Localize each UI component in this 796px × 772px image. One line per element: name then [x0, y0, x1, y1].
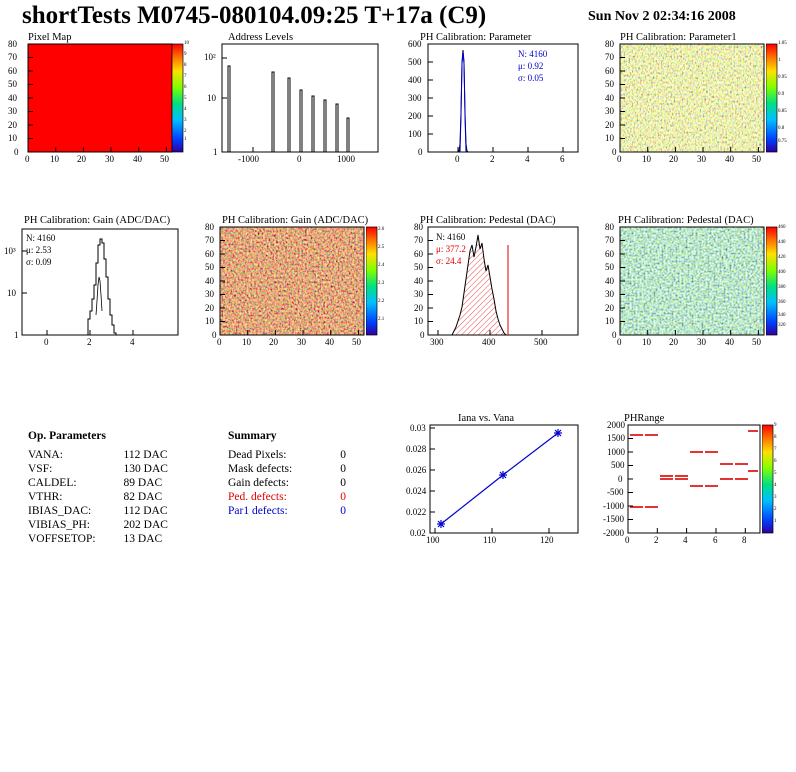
table-row [228, 449, 346, 463]
ytick: 10 [205, 316, 214, 326]
cbar-tick: 3 [184, 118, 187, 123]
table-row [228, 491, 346, 505]
cbar-tick: 7 [184, 74, 187, 79]
stat-mu: μ: 2.53 [26, 245, 52, 255]
summary-name: Par1 defects: [228, 505, 288, 517]
param-name: IBIAS_DAC: [28, 505, 92, 517]
param-value: 89 DAC [123, 477, 163, 489]
summary-name: Gain defects: [228, 477, 289, 489]
ytick: 20 [205, 303, 214, 313]
ytick: 300 [408, 93, 422, 103]
ytick: 70 [605, 235, 614, 245]
ytick: 0.028 [406, 444, 427, 454]
cbar-tick: 2 [184, 129, 187, 134]
cbar-tick: 6 [184, 85, 187, 90]
stat-mu: μ: 0.92 [518, 61, 544, 71]
iana-vs-vana-title: Iana vs. Vana [458, 413, 515, 424]
panel-gain-map [200, 215, 400, 350]
ytick: -2000 [603, 528, 624, 538]
cbar-tick: 2.4 [378, 263, 385, 268]
param-name: VTHR: [28, 491, 63, 503]
ytick: 80 [414, 222, 423, 232]
xtick: 50 [752, 337, 761, 347]
xtick: 30 [697, 154, 706, 164]
ytick: 70 [8, 52, 17, 62]
xtick: -1000 [238, 154, 259, 164]
ytick: 50 [8, 79, 17, 89]
ytick: 500 [408, 57, 422, 67]
ytick: 70 [414, 235, 423, 245]
xtick: 0 [625, 535, 630, 545]
ytick: 40 [605, 276, 614, 286]
ytick: 30 [414, 289, 423, 299]
xtick: 0 [25, 154, 30, 164]
ytick: 50 [205, 262, 214, 272]
ytick: 30 [605, 289, 614, 299]
table-row [28, 463, 168, 477]
cbar-tick: 340 [778, 313, 786, 318]
summary-title: Summary [228, 430, 277, 442]
summary-value: 0 [340, 449, 346, 461]
ytick: 40 [414, 276, 423, 286]
xtick: 110 [483, 535, 497, 545]
xtick: 2 [654, 535, 659, 545]
ytick: 50 [414, 262, 423, 272]
ytick: 400 [408, 75, 422, 85]
iana-vs-vana-plot [400, 413, 600, 548]
ytick: 80 [205, 222, 214, 232]
cbar-tick: 380 [778, 285, 786, 290]
ytick: 10 [207, 93, 216, 103]
cbar-tick: 400 [778, 270, 786, 275]
phrange-title: PHRange [624, 413, 665, 424]
pedestal-hist-plot [400, 215, 600, 350]
ytick: 70 [205, 235, 214, 245]
cbar-tick: 8 [184, 63, 187, 68]
cbar-tick: 1 [184, 137, 187, 142]
ytick: 10 [605, 316, 614, 326]
panel-pedestal-map [600, 215, 796, 350]
xtick: 0 [217, 337, 222, 347]
summary-table [228, 449, 346, 519]
op-parameters-table [28, 449, 168, 547]
table-row [28, 491, 168, 505]
xtick: 2 [490, 154, 495, 164]
xtick: 6 [713, 535, 718, 545]
xtick: 10 [642, 154, 651, 164]
cbar-tick: 6 [774, 459, 777, 464]
summary-value: 0 [340, 463, 346, 475]
cbar-tick: 440 [778, 240, 786, 245]
ytick: 50 [605, 79, 614, 89]
ytick: 50 [605, 262, 614, 272]
ytick: 40 [8, 93, 17, 103]
summary-value: 0 [340, 477, 346, 489]
panel-ph-cal-parameter [400, 32, 600, 167]
ytick: -500 [607, 487, 624, 497]
xtick: 30 [105, 154, 114, 164]
panel-iana-vs-vana [400, 413, 600, 548]
ytick: 10 [8, 133, 17, 143]
xtick: 10 [50, 154, 59, 164]
ytick: 60 [414, 249, 423, 259]
xtick: 30 [697, 337, 706, 347]
table-row [228, 463, 346, 477]
ytick: 20 [8, 120, 17, 130]
xtick: 2 [87, 337, 92, 347]
ph-cal-parameter-plot [400, 32, 600, 167]
cbar-tick: 0.85 [778, 109, 787, 114]
pixel-map-plot [0, 32, 200, 167]
panel-pixel-map [0, 32, 200, 167]
stat-n: N: 4160 [436, 232, 466, 242]
ytick: 20 [414, 303, 423, 313]
xtick: 20 [269, 337, 278, 347]
ytick: 30 [8, 106, 17, 116]
gain-map-title: PH Calibration: Gain (ADC/DAC) [222, 215, 369, 226]
cbar-tick: 4 [184, 107, 187, 112]
panel-address-levels [200, 32, 400, 167]
ytick: 60 [205, 249, 214, 259]
param-value: 112 DAC [123, 505, 168, 517]
xtick: 120 [540, 535, 554, 545]
ytick: 0 [418, 147, 423, 157]
xtick: 40 [725, 337, 734, 347]
gain-hist-title: PH Calibration: Gain (ADC/DAC) [24, 215, 171, 226]
param1-colorbar [766, 42, 788, 154]
stat-mu: μ: 377.2 [436, 244, 466, 254]
table-row [28, 519, 168, 533]
ytick: 20 [605, 303, 614, 313]
param-name: VSF: [28, 463, 53, 475]
cbar-tick: 360 [778, 300, 786, 305]
stat-n: N: 4160 [26, 233, 56, 243]
pixel-map-title: Pixel Map [28, 32, 72, 43]
ytick: 60 [605, 249, 614, 259]
param-value: 82 DAC [123, 491, 163, 503]
op-parameters-title: Op. Parameters [28, 430, 106, 442]
cbar-tick: 5 [184, 96, 187, 101]
xtick: 0 [44, 337, 49, 347]
table-row [28, 449, 168, 463]
cbar-tick: 1 [778, 58, 781, 63]
cbar-tick: 0.95 [778, 75, 787, 80]
ytick: 0 [212, 330, 217, 340]
param-value: 130 DAC [123, 463, 168, 475]
ytick: 80 [605, 39, 614, 49]
xtick: 0 [455, 154, 460, 164]
ytick: 0.03 [410, 423, 426, 433]
cbar-tick: 2 [774, 507, 777, 512]
ytick: 40 [605, 93, 614, 103]
cbar-tick: 3 [774, 495, 777, 500]
ytick: 0.024 [406, 486, 427, 496]
ytick: 10 [605, 133, 614, 143]
ytick: 80 [8, 39, 17, 49]
ytick: 0.02 [410, 528, 426, 538]
cbar-tick: 2.5 [378, 245, 385, 250]
param-value: 112 DAC [123, 449, 168, 461]
ytick: -1000 [603, 501, 624, 511]
panel-gain-hist [0, 215, 200, 350]
xtick: 20 [669, 154, 678, 164]
cbar-tick: 10 [184, 41, 189, 46]
summary-name: Ped. defects: [228, 491, 287, 503]
stat-sigma: σ: 0.09 [26, 257, 52, 267]
cbar-tick: 9 [184, 52, 187, 57]
cbar-tick: 9 [774, 423, 777, 428]
table-row [28, 533, 168, 547]
xtick: 50 [352, 337, 361, 347]
xtick: 4 [525, 154, 530, 164]
cbar-tick: 0.75 [778, 139, 787, 144]
xtick: 500 [534, 337, 548, 347]
pixel-map-colorbar [172, 42, 194, 154]
param-name: VIBIAS_PH: [28, 519, 90, 531]
cbar-tick: 0.8 [778, 126, 785, 131]
ytick: 70 [605, 52, 614, 62]
cbar-tick: 5 [774, 471, 777, 476]
timestamp: Sun Nov 2 02:34:16 2008 [588, 9, 736, 24]
table-row [28, 477, 168, 491]
ytick: 1500 [607, 433, 625, 443]
param-value: 202 DAC [123, 519, 168, 531]
cbar-tick: 460 [778, 225, 786, 230]
xtick: 10 [242, 337, 251, 347]
summary-name: Dead Pixels: [228, 449, 287, 461]
summary-block [228, 430, 346, 519]
address-levels-title: Address Levels [228, 32, 294, 43]
xtick: 20 [669, 337, 678, 347]
param-value: 13 DAC [123, 533, 163, 545]
ytick: 0 [612, 330, 617, 340]
cbar-tick: 8 [774, 435, 777, 440]
cbar-tick: 4 [774, 483, 777, 488]
xtick: 0 [297, 154, 302, 164]
cbar-tick: 320 [778, 323, 786, 328]
ytick: 10 [7, 288, 16, 298]
xtick: 10 [642, 337, 651, 347]
cbar-tick: 7 [774, 447, 777, 452]
xtick: 4 [130, 337, 135, 347]
cbar-tick: 2.6 [378, 227, 385, 232]
ytick: 1 [14, 330, 19, 340]
ytick: 2000 [607, 420, 625, 430]
panel-ph-cal-parameter1 [600, 32, 796, 167]
ytick: 100 [408, 129, 422, 139]
table-row [228, 505, 346, 519]
cbar-tick: 2.2 [378, 299, 385, 304]
xtick: 20 [77, 154, 86, 164]
param-name: VANA: [28, 449, 63, 461]
address-levels-plot [200, 32, 400, 167]
ytick: 80 [605, 222, 614, 232]
ytick: 20 [605, 120, 614, 130]
ph-cal-parameter-title: PH Calibration: Parameter [420, 32, 532, 43]
ytick: 30 [205, 289, 214, 299]
xtick: 100 [426, 535, 440, 545]
xtick: 6 [560, 154, 565, 164]
ytick: 600 [408, 39, 422, 49]
ytick: -1500 [603, 514, 624, 524]
pedestal-hist-title: PH Calibration: Pedestal (DAC) [420, 215, 556, 226]
xtick: 400 [482, 337, 496, 347]
xtick: 50 [160, 154, 169, 164]
param-name: VOFFSETOP: [28, 533, 96, 545]
cbar-tick: 1 [774, 519, 777, 524]
xtick: 4 [683, 535, 688, 545]
ytick: 60 [605, 66, 614, 76]
ytick: 500 [611, 460, 625, 470]
summary-name: Mask defects: [228, 463, 293, 475]
ytick: 30 [605, 106, 614, 116]
xtick: 1000 [337, 154, 355, 164]
ytick: 10² [204, 52, 216, 62]
cbar-tick: 2.1 [378, 317, 385, 322]
xtick: 40 [325, 337, 334, 347]
table-row [228, 477, 346, 491]
panel-phrange [600, 413, 796, 548]
xtick: 0 [617, 337, 622, 347]
table-row [28, 505, 168, 519]
ytick: 200 [408, 111, 422, 121]
cbar-tick: 420 [778, 255, 786, 260]
ytick: 0.026 [406, 465, 427, 475]
ph-cal-parameter1-title: PH Calibration: Parameter1 [620, 32, 737, 43]
ytick: 0 [618, 474, 623, 484]
summary-value: 0 [340, 505, 346, 517]
ytick: 0 [14, 147, 19, 157]
xtick: 8 [742, 535, 747, 545]
xtick: 40 [133, 154, 142, 164]
panel-pedestal-hist [400, 215, 600, 350]
stat-sigma: σ: 0.05 [518, 73, 544, 83]
ytick: 0 [420, 330, 425, 340]
stat-n: N: 4160 [518, 49, 548, 59]
ytick: 0.022 [406, 507, 427, 517]
xtick: 30 [297, 337, 306, 347]
ytick: 1 [213, 147, 218, 157]
xtick: 0 [617, 154, 622, 164]
ytick: 40 [205, 276, 214, 286]
pedestal-map-title: PH Calibration: Pedestal (DAC) [618, 215, 754, 226]
ytick: 60 [8, 66, 17, 76]
ytick: 0 [612, 147, 617, 157]
xtick: 300 [430, 337, 444, 347]
cbar-tick: 1.05 [778, 41, 787, 46]
ytick: 1000 [607, 447, 625, 457]
xtick: 50 [752, 154, 761, 164]
xtick: 40 [725, 154, 734, 164]
param-name: CALDEL: [28, 477, 77, 489]
phrange-colorbar [762, 423, 784, 535]
cbar-tick: 0.9 [778, 92, 785, 97]
ytick: 10³ [4, 246, 16, 256]
op-parameters-block [28, 430, 168, 547]
ytick: 10 [414, 316, 423, 326]
page-title: shortTests M0745-080104.09:25 T+17a (C9) [22, 2, 487, 29]
stat-sigma: σ: 24.4 [436, 256, 462, 266]
cbar-tick: 2.3 [378, 281, 385, 286]
summary-value: 0 [340, 491, 346, 503]
gain-map-colorbar [366, 225, 388, 337]
